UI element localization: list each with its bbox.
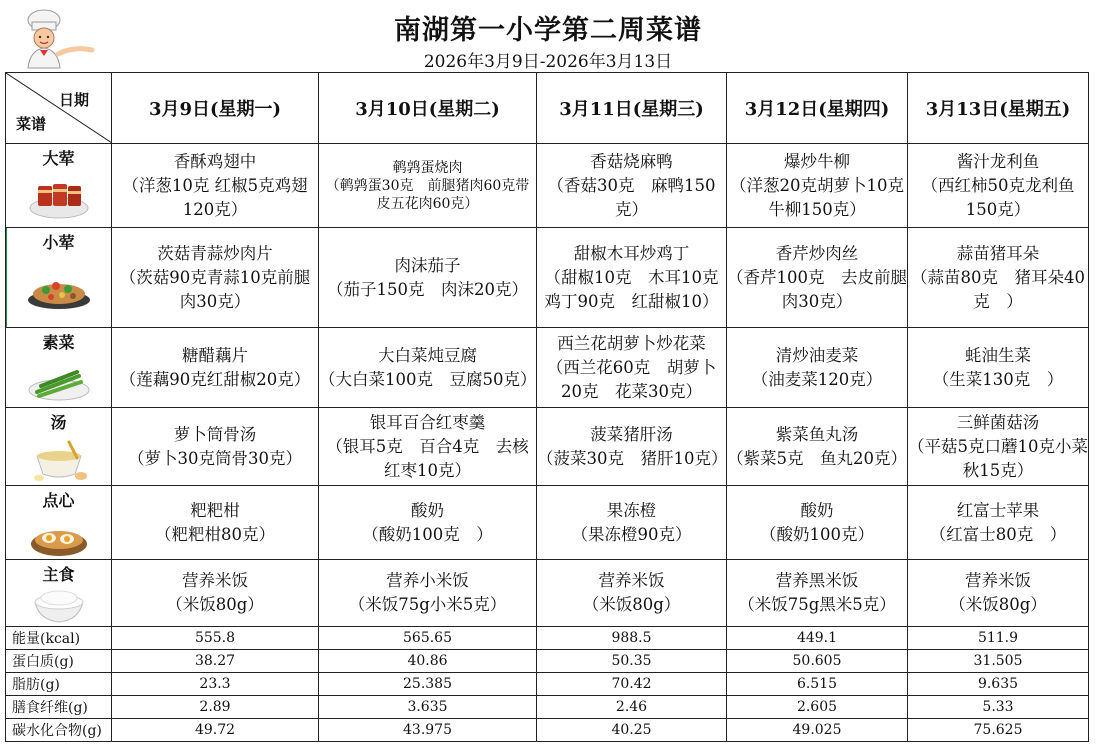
category-cell — [6, 144, 112, 228]
dish-ingredients: （大白菜100克 豆腐50克） — [319, 369, 537, 389]
category-row — [6, 486, 1089, 560]
dish-name: 营养米饭 — [965, 571, 1031, 590]
dish-ingredients: （酸奶100克 ） — [362, 524, 493, 544]
dish-cell — [908, 486, 1089, 560]
dish-name: 银耳百合红枣羹 — [369, 412, 486, 432]
nutrition-value: 40.25 — [537, 719, 727, 742]
dish-name: 粑粑柑 — [190, 500, 240, 520]
dish-cell — [908, 408, 1089, 486]
page-title: 南湖第一小学第二周菜谱 — [394, 15, 702, 46]
day-header: 3月13日(星期五) — [908, 73, 1089, 144]
dish-ingredients: （鹌鹑蛋30克 前腿猪肉60克带皮五花肉60克） — [325, 177, 530, 212]
dish-name: 红富士苹果 — [956, 500, 1040, 520]
dish-cell — [908, 560, 1089, 627]
dish-ingredients: （粑粑柑80克） — [155, 524, 275, 544]
day-header: 3月9日(星期一) — [112, 73, 319, 144]
nutrition-value: 75.625 — [908, 719, 1089, 742]
nutrition-value: 25.385 — [319, 673, 537, 696]
dish-name: 酱汁龙利鱼 — [956, 151, 1040, 171]
dish-ingredients: （洋葱10克 红椒5克鸡翅120克） — [122, 175, 308, 219]
dish-ingredients: （果冻橙90克） — [571, 524, 692, 544]
dish-name: 蒜苗猪耳朵 — [956, 243, 1040, 263]
nutrition-value: 511.9 — [908, 627, 1089, 650]
dish-cell — [319, 228, 537, 328]
egg-plate-icon — [29, 514, 89, 558]
nutrition-label: 脂肪(g) — [6, 673, 112, 696]
dish-ingredients: （油麦菜120克） — [751, 369, 883, 389]
category-name: 主食 — [42, 565, 75, 584]
dish-name: 蚝油生菜 — [965, 345, 1031, 365]
nutrition-value: 50.605 — [727, 650, 908, 673]
dish-name: 茨菇青蒜炒肉片 — [157, 243, 273, 263]
dish-name: 果冻橙 — [606, 500, 657, 520]
dish-ingredients: （生菜130克 ） — [932, 369, 1064, 389]
dish-name: 三鲜菌菇汤 — [956, 412, 1040, 432]
dish-name: 萝卜筒骨汤 — [173, 424, 257, 444]
nutrition-value: 23.3 — [112, 673, 319, 696]
nutrition-value: 43.975 — [319, 719, 537, 742]
dish-name: 紫菜鱼丸汤 — [775, 424, 859, 444]
nutrition-value: 49.72 — [112, 719, 319, 742]
dish-ingredients: （蒜苗80克 猪耳朵40克 ） — [911, 267, 1085, 311]
category-cell — [6, 328, 112, 408]
nutrition-value: 70.42 — [537, 673, 727, 696]
dish-ingredients: （萝卜30克筒骨30克） — [128, 448, 302, 468]
nutrition-value: 9.635 — [908, 673, 1089, 696]
asparagus-icon — [27, 362, 91, 402]
dish-ingredients: （茄子150克 肉沫20克） — [327, 279, 528, 299]
date-range: 2026年3月9日-2026年3月13日 — [423, 52, 673, 72]
dish-cell — [112, 408, 319, 486]
dish-cell — [319, 144, 537, 228]
dish-cell — [112, 228, 319, 328]
category-name: 小荤 — [42, 233, 75, 252]
dish-cell — [908, 228, 1089, 328]
nutrition-row-energy — [6, 627, 1089, 650]
category-name: 汤 — [50, 413, 67, 432]
nutrition-label: 碳水化合物(g) — [6, 719, 112, 742]
nutrition-value: 449.1 — [727, 627, 908, 650]
day-header-row — [6, 73, 1089, 144]
dish-ingredients: （紫菜5克 鱼丸20克） — [727, 448, 907, 468]
dish-name: 西兰花胡萝卜炒花菜 — [557, 333, 706, 353]
dish-name: 香酥鸡翅中 — [173, 151, 257, 171]
day-header: 3月11日(星期三) — [537, 73, 727, 144]
dish-cell — [727, 328, 908, 408]
dish-name: 菠菜猪肝汤 — [590, 424, 673, 444]
category-cell — [6, 408, 112, 486]
nutrition-value: 555.8 — [112, 627, 319, 650]
dish-name: 爆炒牛柳 — [784, 151, 850, 171]
corner-header-cell — [6, 73, 112, 144]
nutrition-value: 988.5 — [537, 627, 727, 650]
category-row — [6, 328, 1089, 408]
dish-cell — [537, 228, 727, 328]
soup-bowl-icon — [29, 436, 89, 482]
dish-cell — [727, 228, 908, 328]
dish-cell — [112, 560, 319, 627]
category-cell — [6, 560, 112, 627]
dish-cell — [112, 144, 319, 228]
menu-table — [5, 72, 1089, 742]
dish-ingredients: （红富士80克 ） — [929, 524, 1067, 544]
dish-ingredients: （平菇5克口蘑10克小菜秋15克） — [908, 436, 1088, 480]
dish-ingredients: （银耳5克 百合4克 去核红枣10克） — [326, 436, 529, 480]
dish-name: 肉沫茄子 — [394, 255, 461, 275]
dish-ingredients: （菠菜30克 猪肝10克） — [537, 448, 728, 468]
nutrition-row-carbs — [6, 719, 1089, 742]
rice-bowl-icon — [29, 584, 89, 624]
nutrition-value: 5.33 — [908, 696, 1089, 719]
nutrition-label: 膳食纤维(g) — [6, 696, 112, 719]
dish-cell — [319, 486, 537, 560]
dish-cell — [537, 486, 727, 560]
dish-name: 香菇烧麻鸭 — [590, 151, 673, 171]
dish-ingredients: （甜椒10克 木耳10克鸡丁90克 红甜椒10） — [544, 267, 719, 311]
dish-cell — [908, 144, 1089, 228]
category-row — [6, 560, 1089, 627]
dish-cell — [537, 560, 727, 627]
corner-label-dish: 菜谱 — [16, 115, 47, 133]
dish-ingredients: （香芹100克 去皮前腿肉30克） — [727, 267, 907, 311]
dish-name: 香芹炒肉丝 — [775, 243, 859, 263]
dish-cell — [537, 408, 727, 486]
day-header: 3月12日(星期四) — [727, 73, 908, 144]
dish-ingredients: （茨菇90克青蒜10克前腿肉30克） — [119, 267, 311, 311]
dish-cell — [908, 328, 1089, 408]
dish-cell — [112, 328, 319, 408]
corner-label-date: 日期 — [58, 91, 89, 109]
category-name: 点心 — [42, 491, 75, 510]
dish-name: 鹌鹑蛋烧肉 — [392, 159, 463, 176]
nutrition-value: 50.35 — [537, 650, 727, 673]
nutrition-value: 49.025 — [727, 719, 908, 742]
dish-ingredients: （莲藕90克红甜椒20克） — [119, 369, 311, 389]
nutrition-label: 蛋白质(g) — [6, 650, 112, 673]
dish-name: 营养米饭 — [598, 571, 665, 590]
dish-cell — [727, 144, 908, 228]
nutrition-value: 6.515 — [727, 673, 908, 696]
dish-ingredients: （西红柿50克龙利鱼150克） — [921, 175, 1075, 219]
stir-fry-icon — [26, 264, 92, 310]
dish-ingredients: （米饭80g） — [166, 595, 264, 614]
nutrition-value: 2.89 — [112, 696, 319, 719]
dish-ingredients: （米饭80g） — [582, 595, 681, 614]
nutrition-value: 3.635 — [319, 696, 537, 719]
nutrition-row-protein — [6, 650, 1089, 673]
category-name: 大荤 — [42, 149, 75, 168]
dish-ingredients: （西兰花60克 胡萝卜20克 花菜30克） — [546, 357, 717, 401]
dish-cell — [727, 486, 908, 560]
dish-name: 营养米饭 — [182, 571, 248, 590]
category-cell — [6, 228, 112, 328]
dish-name: 清炒油麦菜 — [775, 345, 859, 365]
dish-name: 糖醋藕片 — [182, 345, 248, 365]
nutrition-row-fat — [6, 673, 1089, 696]
dish-name: 酸奶 — [411, 500, 444, 520]
dish-name: 大白菜炖豆腐 — [378, 345, 477, 365]
nutrition-value: 31.505 — [908, 650, 1089, 673]
dish-cell — [319, 408, 537, 486]
dish-cell — [727, 560, 908, 627]
dish-cell — [319, 328, 537, 408]
dish-ingredients: （米饭75g小米5克） — [348, 595, 507, 614]
category-row — [6, 408, 1089, 486]
dish-cell — [727, 408, 908, 486]
dish-cell — [319, 560, 537, 627]
nutrition-value: 2.605 — [727, 696, 908, 719]
category-row — [6, 228, 1089, 328]
category-cell — [6, 486, 112, 560]
dish-cell — [537, 328, 727, 408]
menu-header — [0, 0, 1096, 72]
braised-pork-icon — [28, 174, 90, 220]
dish-ingredients: （酸奶100克） — [760, 524, 874, 544]
nutrition-value: 40.86 — [319, 650, 537, 673]
nutrition-value: 38.27 — [112, 650, 319, 673]
dish-name: 营养小米饭 — [386, 571, 469, 590]
category-row — [6, 144, 1089, 228]
dish-ingredients: （米饭80g） — [949, 595, 1047, 614]
dish-name: 酸奶 — [800, 500, 834, 520]
dish-name: 营养黑米饭 — [775, 571, 859, 590]
dish-ingredients: （米饭75g黑米5克） — [738, 595, 896, 614]
nutrition-row-fiber — [6, 696, 1089, 719]
day-header: 3月10日(星期二) — [319, 73, 537, 144]
dish-name: 甜椒木耳炒鸡丁 — [573, 243, 690, 263]
nutrition-value: 2.46 — [537, 696, 727, 719]
category-name: 素菜 — [42, 333, 75, 352]
dish-ingredients: （洋葱20克胡萝卜10克牛柳150克） — [730, 175, 904, 219]
dish-ingredients: （香菇30克 麻鸭150克） — [547, 175, 716, 219]
dish-cell — [112, 486, 319, 560]
dish-cell — [537, 144, 727, 228]
nutrition-label: 能量(kcal) — [6, 627, 112, 650]
nutrition-value: 565.65 — [319, 627, 537, 650]
